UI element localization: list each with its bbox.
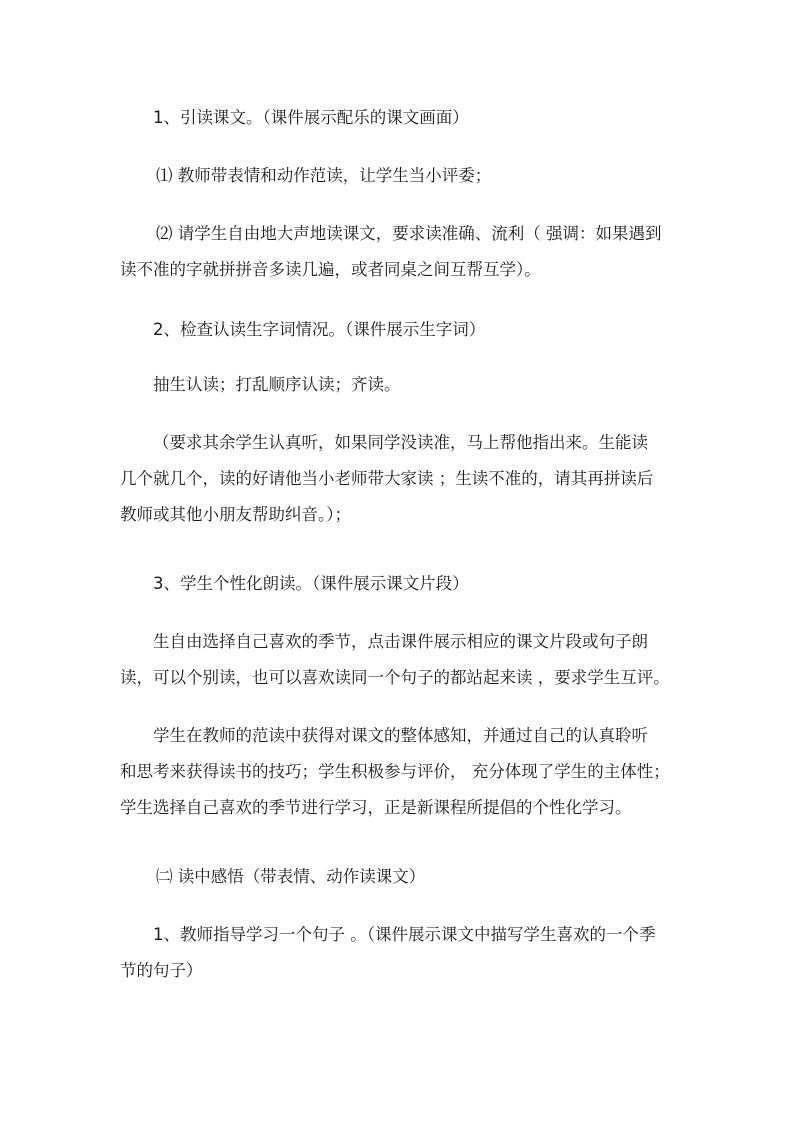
text-line: 抽生认读；打乱顺序认读；齐读。 xyxy=(153,375,401,394)
text-line: 学生在教师的范读中获得对课文的整体感知，并通过自己的认真聆听 xyxy=(153,726,648,745)
paragraph-read-text xyxy=(120,100,718,136)
paragraph-guide-sentence xyxy=(120,917,718,989)
paragraph-section-heading xyxy=(120,859,721,895)
text-line: 几个就几个，读的好请他当小老师带大家读 ；生读不准的，请其再拼读后 xyxy=(120,469,654,488)
paragraph-teacher-demo xyxy=(120,158,721,194)
paragraph-personalized-reading xyxy=(120,566,718,602)
text-line: 1、引读课文。（课件展示配乐的课文画面） xyxy=(153,108,469,127)
paragraph-reading-methods xyxy=(120,367,718,403)
text-line: 3、学生个性化朗读。（课件展示课文片段） xyxy=(153,574,469,593)
text-line: 2、检查认读生字词情况。（课件展示生字词） xyxy=(153,320,486,339)
text-line: 学生选择自己喜欢的季节进行学习，正是新课程所提倡的个性化学习。 xyxy=(120,798,632,817)
paragraph-free-reading xyxy=(120,216,721,288)
text-line: ⑵ 请学生自由地大声地读课文，要求读准确、流利（ 强调：如果遇到 xyxy=(156,224,662,243)
paragraph-choose-season xyxy=(120,624,718,696)
text-line: 节的句子） xyxy=(120,961,203,980)
text-line: 生自由选择自己喜欢的季节，点击课件展示相应的课文片段或句子朗 xyxy=(153,632,648,651)
text-line: 和思考来获得读书的技巧；学生积极参与评价， 充分体现了学生的主体性； xyxy=(120,762,670,781)
text-line: ㈡ 读中感悟（带表情、动作读课文） xyxy=(156,867,426,886)
paragraph-requirements xyxy=(120,425,718,533)
text-line: ⑴ 教师带表情和动作范读，让学生当小评委； xyxy=(156,166,492,185)
paragraph-check-words xyxy=(120,312,718,348)
text-line: 教师或其他小朋友帮助纠音。）； xyxy=(120,505,351,524)
paragraph-commentary xyxy=(120,718,718,826)
text-line: 读，可以个别读，也可以喜欢读同一个句子的都站起来读 ，要求学生互评。 xyxy=(120,668,670,687)
text-line: （要求其余学生认真听，如果同学没读准，马上帮他指出来。生能读 xyxy=(153,433,648,452)
text-line: 读不准的字就拼拼音多读几遍，或者同桌之间互帮互学）。 xyxy=(120,260,541,279)
text-line: 1、教师指导学习一个句子 。（课件展示课文中描写学生喜欢的一个季 xyxy=(153,925,656,944)
